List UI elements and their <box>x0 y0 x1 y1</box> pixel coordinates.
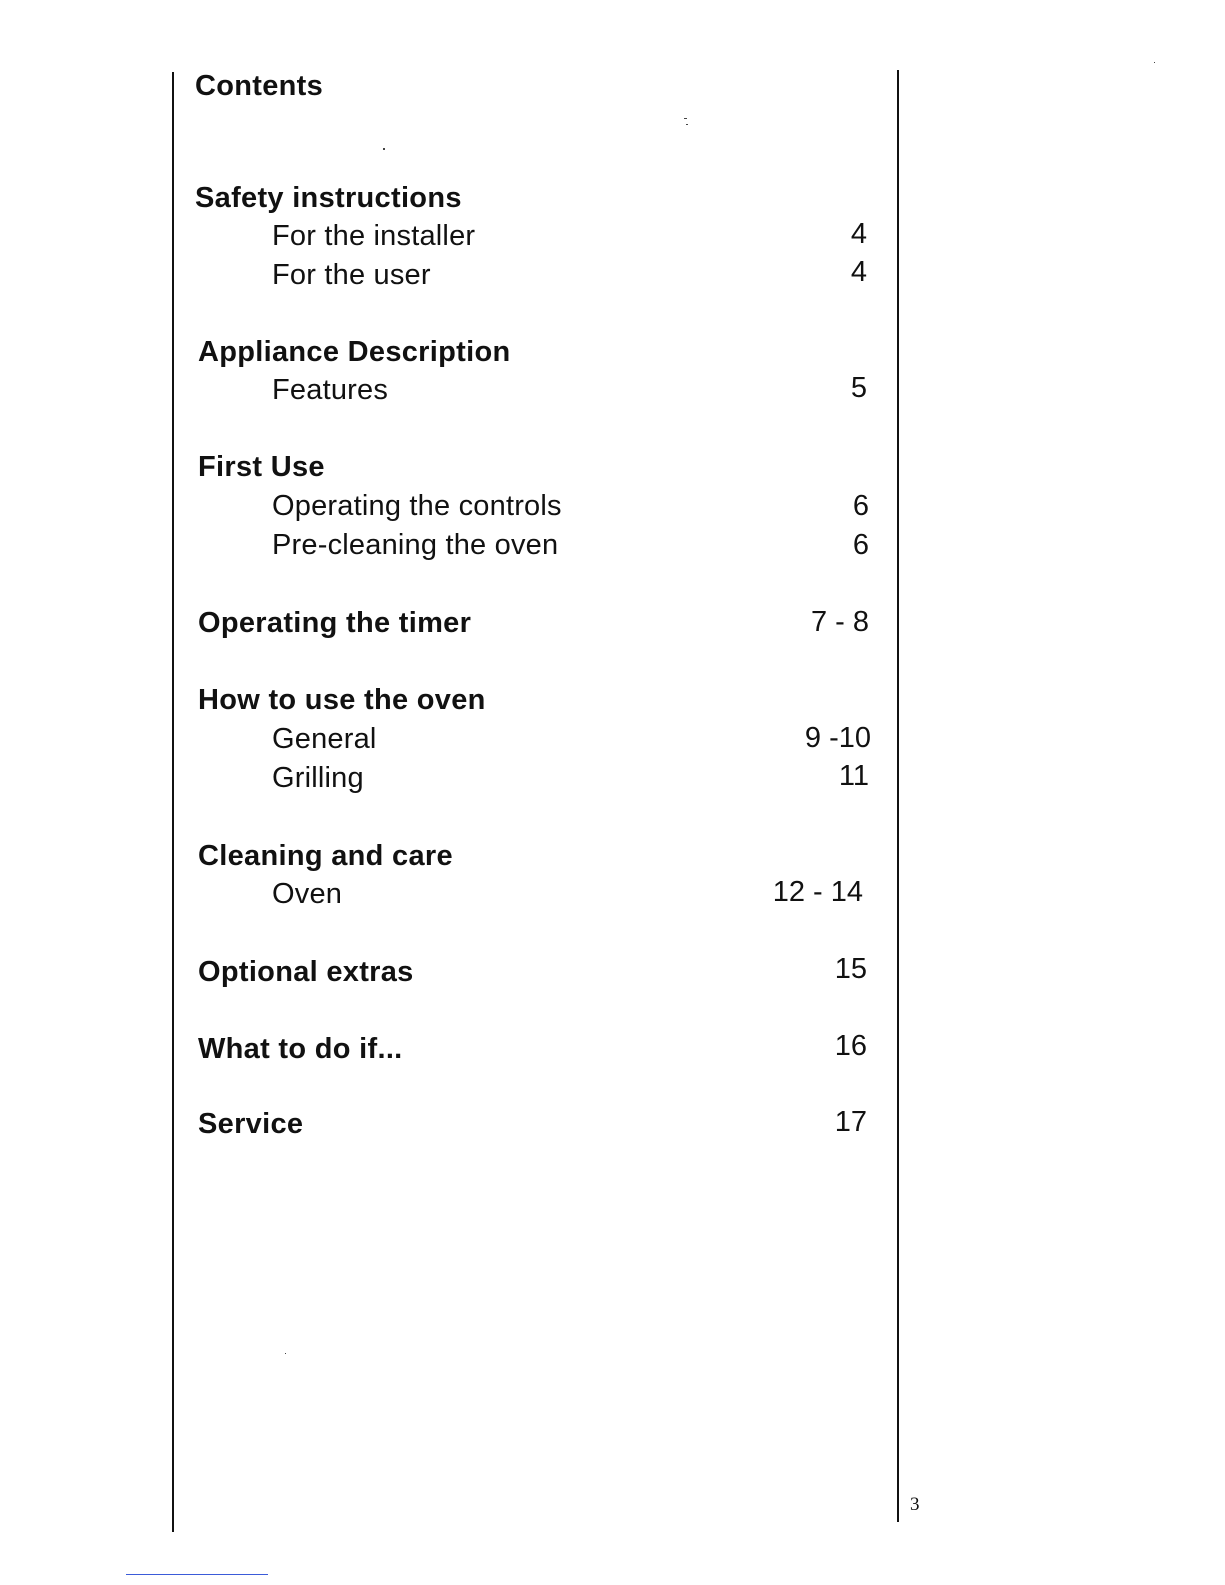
left-margin-rule <box>172 72 174 1532</box>
toc-page-service: 17 <box>834 1106 867 1138</box>
toc-page-general: 9 -10 <box>804 722 871 754</box>
scan-speck <box>1154 62 1155 63</box>
toc-page-extras: 15 <box>834 953 867 985</box>
toc-heading-safety[interactable]: Safety instructions <box>195 182 462 214</box>
toc-item-features[interactable]: Features <box>272 374 389 406</box>
toc-page-timer: 7 - 8 <box>810 606 869 638</box>
toc-heading-first-use[interactable]: First Use <box>198 451 325 483</box>
toc-page-installer: 4 <box>850 218 867 250</box>
toc-page-what-to-do: 16 <box>834 1030 867 1062</box>
toc-item-oven[interactable]: Oven <box>272 878 343 910</box>
toc-heading-cleaning[interactable]: Cleaning and care <box>198 840 453 872</box>
scan-speck <box>686 124 688 125</box>
toc-heading-timer[interactable]: Operating the timer <box>198 607 472 639</box>
toc-page-controls: 6 <box>852 490 869 522</box>
toc-item-precleaning[interactable]: Pre-cleaning the oven <box>272 529 559 561</box>
toc-item-controls[interactable]: Operating the controls <box>272 490 562 522</box>
toc-page-oven: 12 - 14 <box>772 876 863 908</box>
toc-page-user: 4 <box>850 256 867 288</box>
page-title: Contents <box>195 70 324 102</box>
bottom-edge-mark <box>126 1574 268 1575</box>
toc-page-features: 5 <box>850 372 867 404</box>
toc-heading-use-oven[interactable]: How to use the oven <box>198 684 486 716</box>
scan-speck <box>285 1353 286 1354</box>
toc-heading-extras[interactable]: Optional extras <box>198 956 414 988</box>
toc-item-installer[interactable]: For the installer <box>272 220 476 252</box>
toc-heading-service[interactable]: Service <box>198 1108 304 1140</box>
toc-item-user[interactable]: For the user <box>272 259 431 291</box>
toc-heading-appliance[interactable]: Appliance Description <box>198 336 511 368</box>
scan-speck <box>383 148 385 150</box>
right-margin-rule <box>897 70 899 1522</box>
toc-heading-what-to-do[interactable]: What to do if... <box>198 1033 403 1065</box>
toc-item-grilling[interactable]: Grilling <box>272 762 364 794</box>
scan-speck <box>684 118 687 119</box>
toc-page-grilling: 11 <box>838 760 869 792</box>
toc-item-general[interactable]: General <box>272 723 377 755</box>
page-number: 3 <box>910 1494 920 1515</box>
toc-page-precleaning: 6 <box>852 529 869 561</box>
